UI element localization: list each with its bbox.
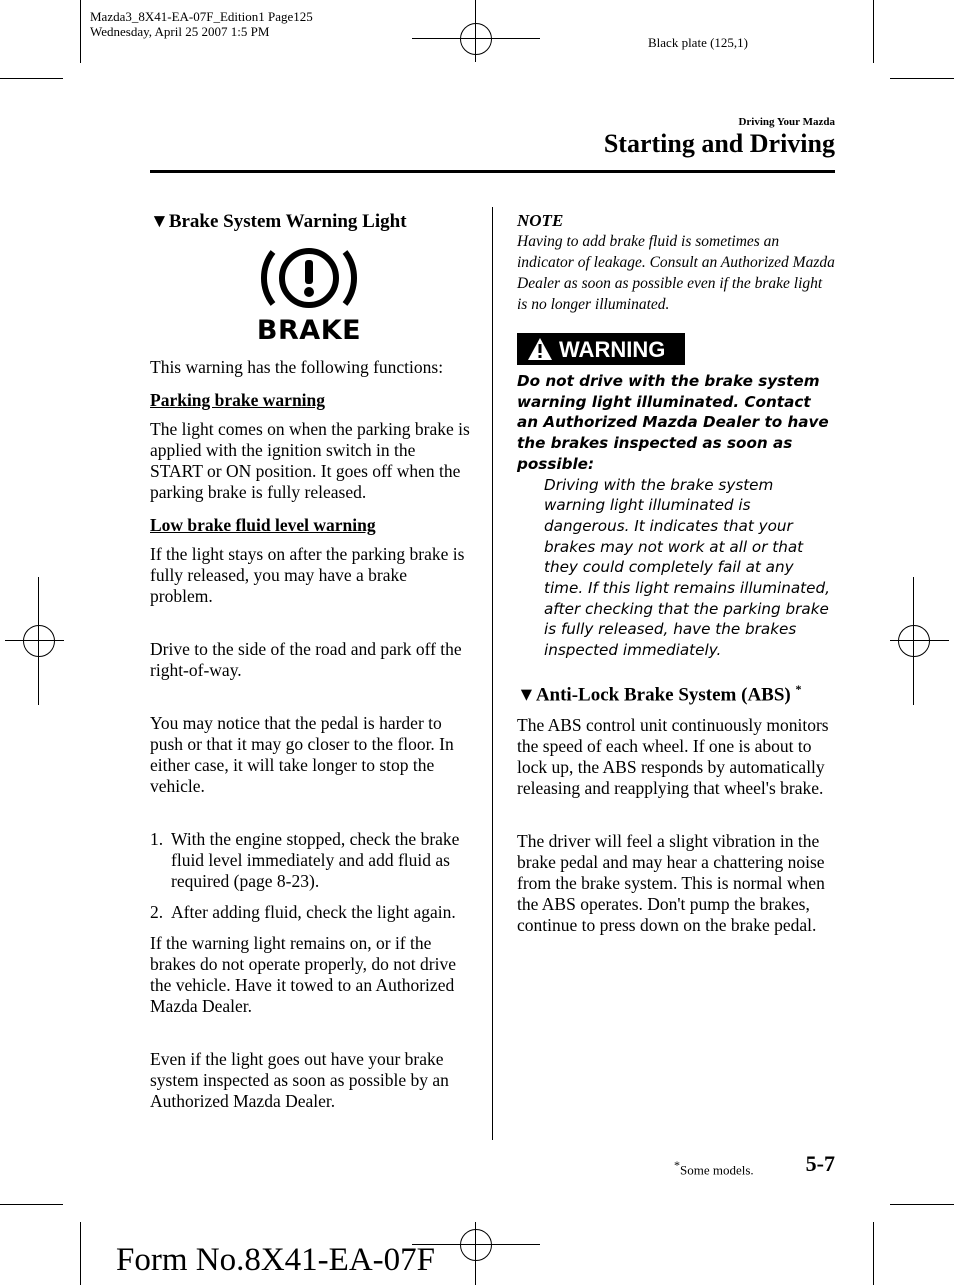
triangle-marker-icon: ▼	[150, 211, 169, 232]
section-heading-text: Brake System Warning Light	[168, 211, 407, 232]
chapter-label: Driving Your Mazda	[738, 116, 835, 128]
asterisk-icon: *	[674, 1158, 680, 1172]
abs-paragraph-1: The ABS control unit continuously monitors the speed of each wheel. If one is about to lock up, the ABS responds by automatically releasing and reapplying that wheel's brake.	[517, 715, 829, 799]
footnote-text: Some models.	[680, 1162, 754, 1178]
crop-mark	[873, 1222, 874, 1285]
pedal-text: You may notice that the pedal is harder to push or that it may go closer to the floor. In either case, it will take longer to stop the vehicle.	[150, 713, 454, 796]
fluid-text: If the light stays on after the parking brake is fully released, you may have a brake problem.	[150, 544, 465, 606]
crop-mark	[0, 78, 63, 79]
registration-mark-icon	[898, 625, 930, 657]
warning-body-text: Driving with the brake system warning light illuminated is dangerous. It indicates that your brakes may not work at all or that they could completely fail at any time. If this light remains illuminated, after checking that the parking brake is fully released, have the brakes inspected immediately.	[544, 475, 830, 660]
list-item: 2. After adding fluid, check the light again.	[150, 902, 456, 922]
registration-line	[890, 640, 949, 641]
abs-heading-text: Anti-Lock Brake System (ABS)	[535, 684, 791, 706]
goes-out-text: Even if the light goes out have your brake system inspected as soon as possible by an Authorized Mazda Dealer.	[150, 1049, 449, 1111]
crop-mark	[0, 1204, 63, 1205]
header-rule	[150, 170, 835, 173]
crop-mark	[80, 0, 81, 63]
right-column	[517, 210, 835, 948]
crop-mark	[80, 1222, 81, 1285]
warning-triangle-icon	[527, 337, 553, 361]
crop-mark	[890, 1204, 954, 1205]
print-meta-file: Mazda3_8X41-EA-07F_Edition1 Page125	[90, 9, 313, 24]
warning-label: WARNING	[559, 336, 666, 362]
note-body: Having to add brake fluid is sometimes an indicator of leakage. Consult an Authorized Mazda Dealer as soon as possible even if the brake light is no longer illuminated.	[517, 233, 835, 313]
section-heading	[150, 211, 472, 232]
column-divider	[492, 207, 493, 1140]
registration-line	[475, 0, 476, 62]
crop-mark	[873, 0, 874, 63]
crop-mark	[890, 78, 954, 79]
brake-warning-icon	[253, 244, 365, 345]
registration-mark-icon	[460, 1229, 492, 1261]
intro-text: This warning has the following functions:	[150, 357, 444, 377]
fluid-heading: Low brake fluid level warning	[150, 515, 376, 535]
registration-line	[913, 577, 914, 705]
asterisk-icon: *	[795, 681, 802, 696]
parking-heading: Parking brake warning	[150, 390, 326, 410]
parking-text: The light comes on when the parking brake is applied with the ignition switch in the START or ON position. It goes off when the parking brake is fully released.	[150, 419, 470, 502]
note-title: NOTE	[517, 211, 564, 230]
triangle-marker-icon: ▼	[517, 684, 536, 706]
registration-line	[475, 1222, 476, 1285]
print-meta-date: Wednesday, April 25 2007 1:5 PM	[90, 24, 270, 39]
remains-on-text: If the warning light remains on, or if the brakes do not operate properly, do not drive the vehicle. Have it towed to an Authorized Mazda Dealer.	[150, 933, 456, 1016]
footnote	[674, 1158, 754, 1178]
registration-line	[38, 577, 39, 705]
form-number: Form No.8X41-EA-07F	[116, 1242, 435, 1278]
print-meta	[90, 9, 313, 39]
abs-heading	[517, 679, 835, 705]
brake-icon-label: BRAKE	[256, 315, 362, 346]
abs-paragraph-2: The driver will feel a slight vibration in the brake pedal and may hear a chattering noise from the brake system. This is normal when the ABS operates. Don't pump the brakes, continue to press down on the brake pedal.	[517, 831, 825, 936]
page-title: Starting and Driving	[603, 129, 835, 158]
plate-label: Black plate (125,1)	[648, 35, 748, 50]
registration-line	[412, 38, 540, 39]
warning-bold-text: Do not drive with the brake system warning light illuminated. Contact an Authorized Mazda Dealer to have the brakes inspected as soon as possible:	[517, 372, 829, 473]
left-column	[150, 211, 472, 1124]
list-item: 1. With the engine stopped, check the brake fluid level immediately and add fluid as required (page 8-23).	[150, 829, 460, 891]
drive-side-text: Drive to the side of the road and park off the right-of-way.	[150, 639, 462, 680]
steps-list	[150, 829, 472, 923]
registration-mark-icon	[23, 625, 55, 657]
page-number: 5-7	[805, 1151, 835, 1176]
warning-badge	[517, 333, 685, 365]
registration-line	[5, 640, 64, 641]
registration-mark-icon	[460, 23, 492, 55]
